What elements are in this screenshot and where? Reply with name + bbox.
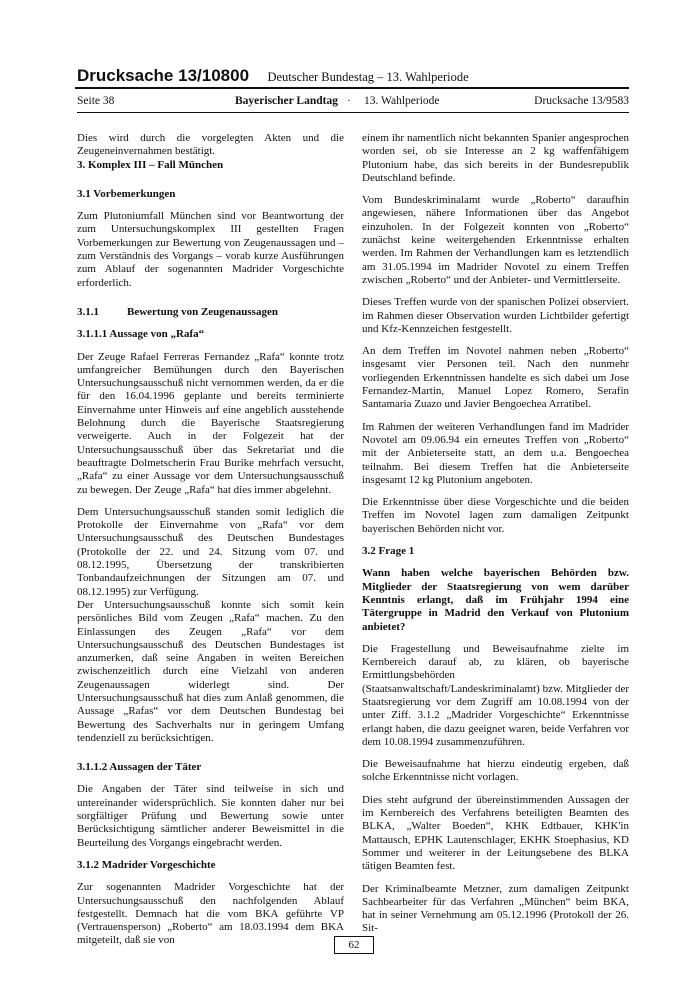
- paragraph: Zum Plutoniumfall München sind vor Beantwortung der zum Untersuchungskomplex III gestellten Fragen Vorbemerkungen zur Bewertung von Zeugenaussagen und – zum Verständnis des Vorgangs – vorab kurze Ausführungen zum Ablauf der sogenannten Madrider Vorgeschichte erforderlich.: [77, 210, 344, 289]
- section-heading: [77, 306, 344, 319]
- paragraph: Die Angaben der Täter sind teilweise in sich und untereinander widersprüchlich. Sie konnten daher nur bei sorgfältiger Prüfung und Bewertung sowie unter Berücksichtigung sämtlicher anderer Beweismittel in die Beurteilung des Vorgangs eingebracht werden.: [77, 783, 344, 849]
- section-heading: 3.1 Vorbemerkungen: [77, 187, 176, 200]
- paragraph: Dieses Treffen wurde von der spanischen Polizei observiert. im Rahmen dieser Observation wurden Lichtbilder gefertigt und Kfz-Kennzeichen festgestellt.: [362, 296, 629, 335]
- source-subheader: [77, 95, 629, 111]
- subheader-rule: [77, 112, 629, 113]
- source-drucksache: Drucksache 13/9583: [534, 95, 629, 107]
- paragraph: Dies steht aufgrund der übereinstimmenden Aussagen der im Kernbereich des Verfahrens beteiligten Beamten des BLKA, „Walter Boeden“, KHK Edtbauer, KHK'in Mattausch, EPHK Lautenschlager, EKHK Stoephasius, KD Sommer und weiterer in der Leitungsebene des BLKA tätigen Beamten fest.: [362, 793, 629, 873]
- paragraph: Der Untersuchungsausschuß konnte sich somit kein persönliches Bild vom Zeugen „Rafa“ machen. Zu den Einlassungen des Zeugen „Rafa“ vor dem Untersuchungsausschuß des Deutschen Bundestages ist anzumerken, daß seine Angaben in weiten Bereichen zwischenzeitlich durch eine Vielzahl von anderen Zeugenaussagen widerlegt sind. Der Untersuchungsausschuß hat dies zum Anlaß genommen, die Aussage „Rafas“ vor dem Deutschen Bundestag bei Bewertung des Sachverhalts nur in geringem Umfang tendenziell zu berücksichtigen.: [77, 598, 344, 744]
- section-heading: 3.1.1.2 Aussagen der Täter: [77, 761, 202, 774]
- section-title: Bewertung von Zeugenaussagen: [127, 305, 278, 318]
- right-column: [362, 132, 629, 945]
- paragraph: Die Beweisaufnahme hat hierzu eindeutig ergeben, daß solche Erkenntnisse nicht vorlagen.: [362, 758, 629, 784]
- paragraph: Dies wird durch die vorgelegten Akten und die Zeugeneinvernahmen bestätigt.: [77, 132, 344, 158]
- document-header: [77, 66, 629, 86]
- left-column: [77, 132, 344, 957]
- bundestag-wahlperiode: Deutscher Bundestag – 13. Wahlperiode: [267, 70, 469, 84]
- paragraph: Die Fragestellung und Beweisaufnahme zielte im Kernbereich darauf ab, zu klären, ob bayerische Ermittlungsbehörden (Staatsanwaltschaft/Landeskriminalamt) bzw. Mitglieder der Staatsregierung vor dem Zugriff am 10.08.1994 von der unter Ziff. 3.1.2 „Madrider Vorgeschichte“ Erkenntnisse erlangt haben, die dazu geeignet waren, beide Verfahren vor dem 10.08.1994 zusammenzuführen.: [362, 642, 629, 748]
- section-heading: 3.1.1.1 Aussage von „Rafa“: [77, 328, 205, 341]
- section-heading: 3. Komplex III – Fall München: [77, 158, 224, 171]
- source-separator: ·: [347, 95, 351, 107]
- drucksache-number: Drucksache 13/10800: [77, 66, 250, 85]
- paragraph: einem ihr namentlich nicht bekannten Spanier angesprochen worden sei, ob sie Interesse an 2 kg waffenfähigem Plutonium habe, das sich bereits in der Bundesrepublik Deutschland befinde.: [362, 132, 629, 184]
- source-landtag: Bayerischer Landtag: [235, 95, 338, 107]
- paragraph: An dem Treffen im Novotel nahmen neben „Roberto“ insgesamt vier Personen teil. Nach den nunmehr vorliegenden Erkenntnissen handelte es sich dabei um Jose Fernandez-Martin, Manuel Lopez Romero, Serafin Santamaria Zuazo und Javier Bengoechea Arratibel.: [362, 345, 629, 411]
- source-page: Seite 38: [77, 95, 115, 107]
- section-heading: 3.1.2 Madrider Vorgeschichte: [77, 858, 216, 871]
- paragraph: Der Zeuge Rafael Ferreras Fernandez „Rafa“ konnte trotz umfangreicher Bemühungen durch den Bayerischen Untersuchungsausschuß nicht vernommen werden, da er die für den 16.04.1996 geplante und bereits terminierte Einvernahme unter Hinweis auf eine angeblich ausstehende Belohnung durch die Bayerische Staatsregierung verweigerte. Auch in der Folgezeit hat der Untersuchungsausschuß über das Sekretariat und die beauftragte Dolmetscherin Frau Burike mehrfach versucht, „Rafa“ zu einer Aussage vor dem Untersuchungsausschuß zu bewegen. Der Zeuge „Rafa“ hat dies immer abgelehnt.: [77, 350, 344, 496]
- paragraph: Im Rahmen der weiteren Verhandlungen fand im Madrider Novotel am 09.06.94 ein erneutes Treffen von „Roberto“ mit der Anbieterseite statt, an dem u.a. Bengoechea teilnahm. Bei diesem Treffen hat die Anbieterseite insgesamt 12 kg Plutonium angeboten.: [362, 420, 629, 486]
- header-rule: [75, 87, 629, 89]
- section-number: 3.1.1: [77, 305, 99, 318]
- paragraph: Zur sogenannten Madrider Vorgeschichte hat der Untersuchungsausschuß den nachfolgenden Ablauf festgestellt. Demnach hat die vom BKA geführte VP (Vertrauensperson) „Roberto“ am 18.03.1994 dem BKA mitgeteilt, daß sie von: [77, 881, 344, 947]
- page-number: 62: [334, 936, 374, 954]
- question-text: Wann haben welche bayerischen Behörden bzw. Mitglieder der Staatsregierung von wem darüber Kenntnis erlangt, daß im Frühjahr 1994 eine Tätergruppe in Madrid den Verkauf von Plutonium anbietet?: [362, 567, 629, 633]
- paragraph: Der Kriminalbeamte Metzner, zum damaligen Zeitpunkt Sachbearbeiter für das Verfahren „München“ beim BKA, hat in seiner Vernehmung am 05.12.1996 (Protokoll der 26. Sit-: [362, 882, 629, 935]
- section-heading: 3.2 Frage 1: [362, 545, 415, 558]
- source-wahlperiode: 13. Wahlperiode: [364, 95, 440, 107]
- paragraph: Dem Untersuchungsausschuß standen somit lediglich die Protokolle der Einvernahme von „Rafa“ vor dem Untersuchungsausschuß des Deutschen Bundestages (Protokolle der 22. und 24. Sitzung vom 07. und 08.12.1995, Übersetzung der transkribierten Tonbandaufzeichnungen der Sitzungen am 07. und 08.12.1995) zur Verfügung.: [77, 505, 344, 598]
- paragraph: Die Erkenntnisse über diese Vorgeschichte und die beiden Treffen im Novotel lagen zum damaligen Zeitpunkt bayerischen Behörden nicht vor.: [362, 496, 629, 535]
- paragraph: Vom Bundeskriminalamt wurde „Roberto“ daraufhin angewiesen, nähere Informationen über das Angebot einzuholen. In der Folgezeit konnten von „Roberto“ zunächst keine weitergehenden Erkenntnisse erhalten werden. Im Rahmen der Verhandlungen kam es letztendlich am 31.05.1994 im Madrider Novotel zu einem Treffen zwischen „Roberto“ und der Anbieter- und Vermittlerseite.: [362, 194, 629, 286]
